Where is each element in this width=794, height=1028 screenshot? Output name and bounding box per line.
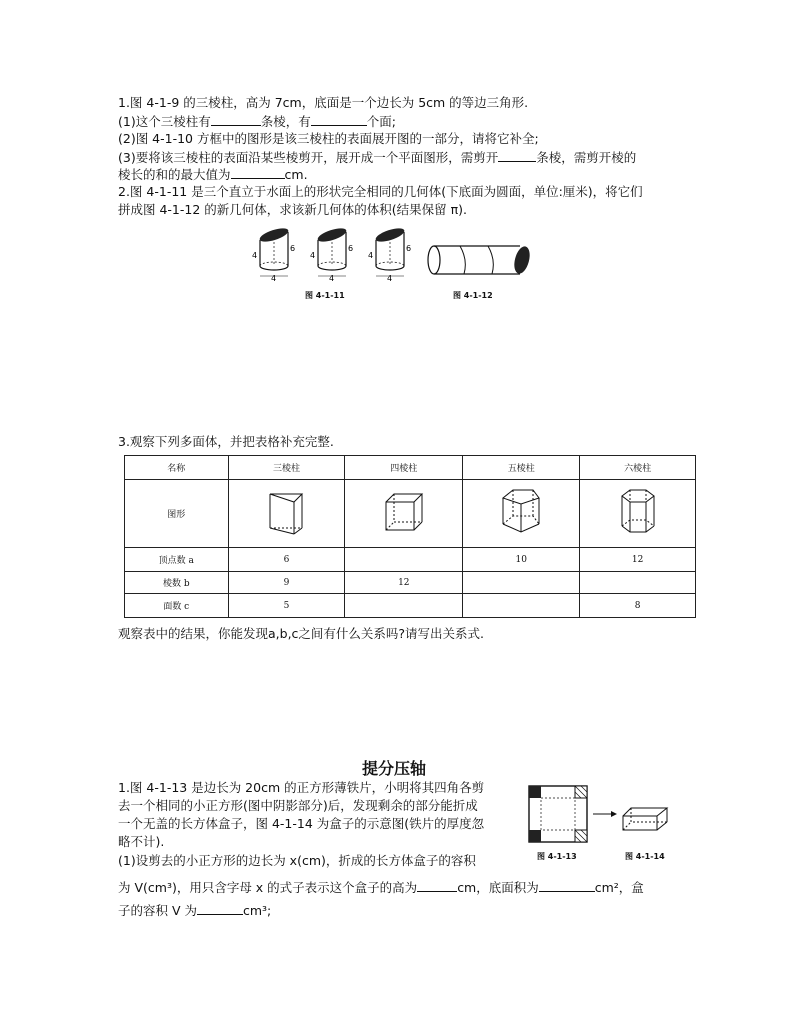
figure-4-1-12: [424, 240, 536, 280]
cell-hexagonal-prism-shape: [580, 480, 696, 548]
q4-line6-b: cm，底面积为: [457, 880, 539, 895]
q1-part3-d: cm.: [284, 167, 308, 182]
section-title: 提分压轴: [362, 759, 427, 778]
q4-line7: [118, 902, 271, 919]
figure-4-1-13: [525, 782, 675, 844]
q1-part3-b: 条棱，需剪开棱的: [536, 150, 637, 165]
q4-line5: (1)设剪去的小正方形的边长为 x(cm)，折成的长方体盒子的容积: [118, 853, 476, 868]
table-header-name: 名称: [125, 456, 229, 480]
q4-line3: 一个无盖的长方体盒子，图 4-1-14 为盒子的示意图(铁片的厚度忽: [118, 816, 485, 831]
row-label-vertices: 顶点数 a: [125, 548, 229, 572]
q2-line1: 2.图 4-1-11 是三个直立于水面上的形状完全相同的几何体(下底面为圆面，单位:厘米)，将它们: [118, 184, 643, 199]
polyhedra-table: [124, 455, 696, 618]
pentagonal-prism-drawing: [499, 486, 543, 538]
quadrilateral-prism-drawing: [382, 490, 426, 534]
q3-title: 3.观察下列多面体，并把表格补充完整.: [118, 434, 334, 449]
q4-height-blank[interactable]: [417, 879, 457, 892]
cylinder-solid-2: [316, 226, 348, 270]
cell-triangular-prism-shape: [228, 480, 345, 548]
dim-h4-3: 4: [368, 251, 374, 260]
q4-line6-c: cm²，盒: [594, 880, 644, 895]
row-label-edges: 棱数 b: [125, 572, 229, 594]
table-row-edges: [125, 572, 696, 594]
q4-line7-a: 子的容积 V 为: [118, 903, 197, 918]
figure-4-1-11: [250, 218, 420, 286]
table-header-triangular-prism: 三棱柱: [228, 456, 345, 480]
dim-w4-2: 4: [329, 274, 335, 283]
q1-faces-blank[interactable]: [311, 113, 367, 126]
dim-h4-1: 4: [252, 251, 258, 260]
figure-4-1-13-caption: 图 4-1-13: [537, 852, 577, 861]
q1-part3-line1: [118, 149, 636, 166]
table-header-quadrilateral-prism: 四棱柱: [345, 456, 463, 480]
cell-vertices-pent[interactable]: 10: [463, 548, 580, 572]
dim-h6-1: 6: [290, 244, 296, 253]
dim-h6-3: 6: [406, 244, 412, 253]
table-row-faces: [125, 594, 696, 618]
q1-part1-c: 个面;: [366, 114, 396, 129]
row-shape-label: 图形: [125, 480, 229, 548]
dim-h6-2: 6: [348, 244, 354, 253]
cell-edges-quad[interactable]: 12: [345, 572, 463, 594]
cell-faces-quad[interactable]: [345, 594, 463, 618]
q1-edges-blank[interactable]: [211, 113, 261, 126]
cell-edges-tri[interactable]: 9: [228, 572, 345, 594]
cell-faces-hex[interactable]: 8: [580, 594, 696, 618]
q4-line6-a: 为 V(cm³)，用只含字母 x 的式子表示这个盒子的高为: [118, 880, 418, 895]
q1-part3-a: (3)要将该三棱柱的表面沿某些棱剪开，展开成一个平面图形，需剪开: [118, 150, 499, 165]
cylinder-solid-3: [374, 226, 406, 270]
cell-faces-tri[interactable]: 5: [228, 594, 345, 618]
q4-line2: 去一个相同的小正方形(图中阴影部分)后，发现剩余的部分能折成: [118, 798, 478, 813]
hexagonal-prism-drawing: [618, 486, 658, 538]
dim-w4-1: 4: [271, 274, 277, 283]
table-header-hexagonal-prism: 六棱柱: [580, 456, 696, 480]
cell-faces-pent[interactable]: [463, 594, 580, 618]
cylinder-solid-1: [258, 226, 290, 270]
q3-question: 观察表中的结果，你能发现a,b,c之间有什么关系吗?请写出关系式.: [118, 626, 485, 641]
figure-4-1-12-caption: 图 4-1-12: [453, 291, 493, 300]
q1-max-length-blank[interactable]: [231, 166, 285, 179]
q4-line7-b: cm³;: [243, 903, 272, 918]
table-row-vertices: [125, 548, 696, 572]
table-row-shape: [125, 480, 696, 548]
figure-4-1-11-caption: 图 4-1-11: [305, 291, 345, 300]
cell-vertices-tri[interactable]: 6: [228, 548, 345, 572]
q1-part3-c: 棱长的和的最大值为: [118, 167, 231, 182]
cell-quadrilateral-prism-shape: [345, 480, 463, 548]
table-header-pentagonal-prism: 五棱柱: [463, 456, 580, 480]
box-drawing: [623, 808, 667, 830]
q1-intro: 1.图 4-1-9 的三棱柱，高为 7cm，底面是一个边长为 5cm 的等边三角形.: [118, 95, 529, 110]
q2-line2: 拼成图 4-1-12 的新几何体，求该新几何体的体积(结果保留 π).: [118, 202, 468, 217]
q4-area-blank[interactable]: [539, 879, 595, 892]
q1-cut-edges-blank[interactable]: [498, 149, 536, 162]
table-header-row: [125, 456, 696, 480]
q4-line4: 略不计).: [118, 834, 165, 849]
cell-vertices-quad[interactable]: [345, 548, 463, 572]
cell-edges-pent[interactable]: [463, 572, 580, 594]
figure-4-1-14-caption: 图 4-1-14: [625, 852, 665, 861]
cell-pentagonal-prism-shape: [463, 480, 580, 548]
q1-part1-a: (1)这个三棱柱有: [118, 114, 211, 129]
q1-part1: [118, 113, 396, 130]
q4-line1: 1.图 4-1-13 是边长为 20cm 的正方形薄铁片，小明将其四角各剪: [118, 780, 485, 795]
q1-part2: (2)图 4-1-10 方框中的图形是该三棱柱的表面展开图的一部分，请将它补全;: [118, 131, 539, 146]
triangular-prism-drawing: [266, 486, 306, 538]
q1-part1-b: 条棱，有: [260, 114, 311, 129]
cell-edges-hex[interactable]: [580, 572, 696, 594]
q1-part3-line2: [118, 166, 308, 183]
row-label-faces: 面数 c: [125, 594, 229, 618]
dim-h4-2: 4: [310, 251, 316, 260]
dim-w4-3: 4: [387, 274, 393, 283]
cell-vertices-hex[interactable]: 12: [580, 548, 696, 572]
q4-line6: [118, 879, 644, 896]
q4-volume-blank[interactable]: [197, 902, 243, 915]
